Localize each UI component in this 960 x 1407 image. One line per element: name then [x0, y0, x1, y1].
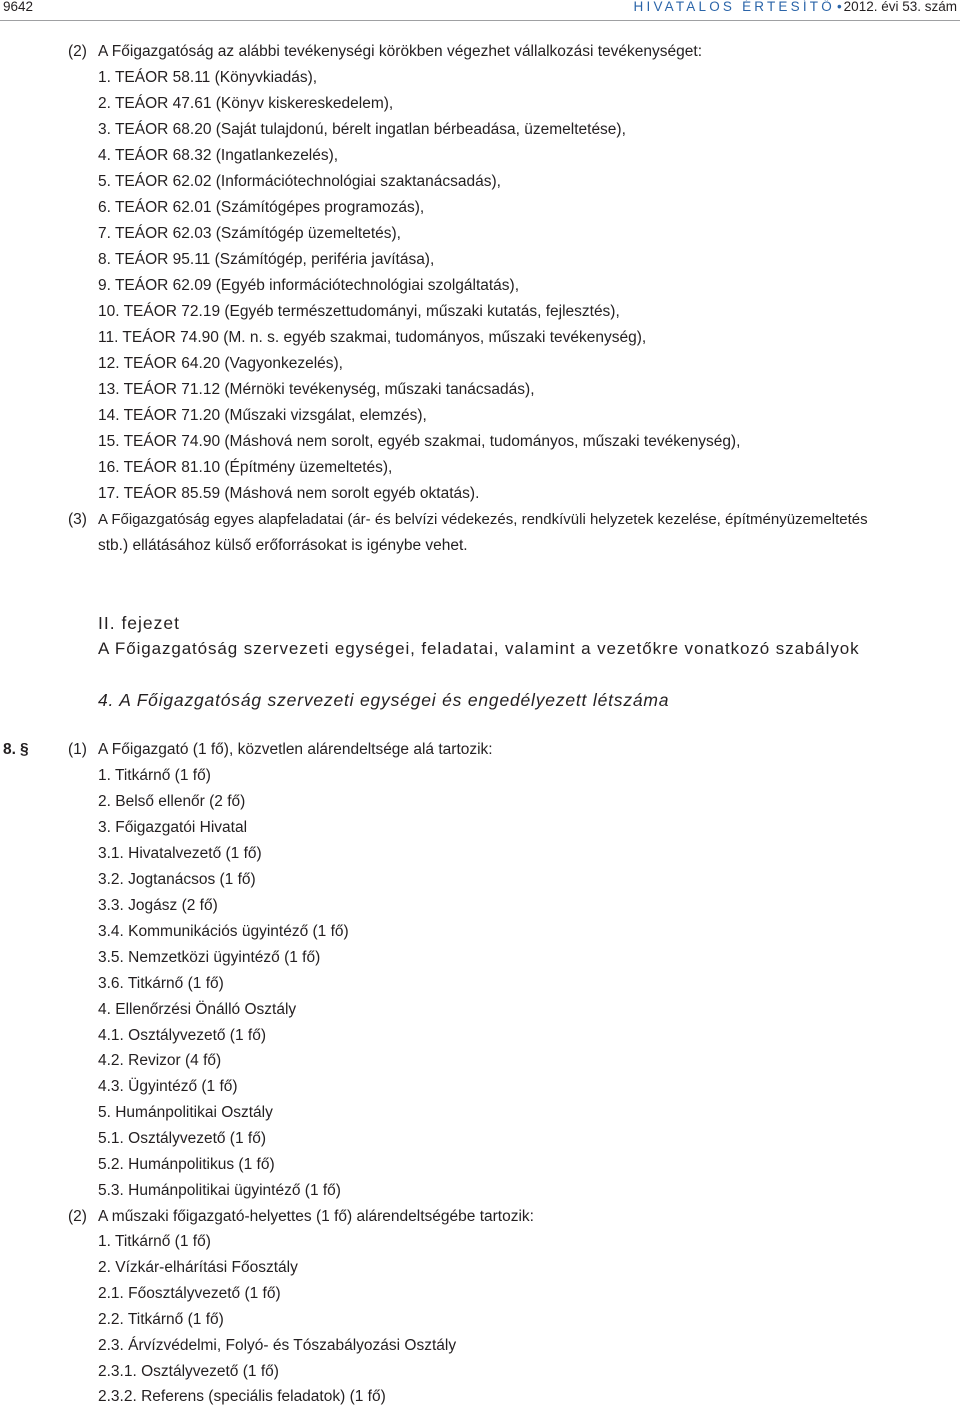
list-item: 2.1. Főosztályvezető (1 fő) [98, 1285, 281, 1302]
list-item: 4.3. Ügyintéző (1 fő) [98, 1078, 238, 1095]
clause-text: A Főigazgatóság egyes alapfeladatai (ár- és belvízi védekezés, rendkívüli helyzetek kezelése, építményüzemeltetés [98, 511, 868, 528]
list-item: 3.1. Hivatalvezető (1 fő) [98, 845, 262, 862]
subsection-text: A Főigazgató (1 fő), közvetlen alárendeltsége alá tartozik: [98, 741, 493, 758]
list-item: 15. TEÁOR 74.90 (Máshová nem sorolt, egyéb szakmai, tudományos, műszaki tevékenység), [98, 433, 741, 450]
clause-text-continued: stb.) ellátásához külső erőforrásokat is igénybe vehet. [98, 537, 468, 554]
list-item: 5.2. Humánpolitikus (1 fő) [98, 1156, 275, 1173]
list-item: 4.2. Revizor (4 fő) [98, 1052, 222, 1069]
list-item: 2.2. Titkárnő (1 fő) [98, 1311, 224, 1328]
list-item: 1. Titkárnő (1 fő) [98, 1233, 211, 1250]
list-item: 14. TEÁOR 71.20 (Műszaki vizsgálat, elemzés), [98, 407, 427, 424]
list-item: 10. TEÁOR 72.19 (Egyéb természettudományi, műszaki kutatás, fejlesztés), [98, 303, 620, 320]
header-separator: • [836, 0, 842, 14]
journal-title-line [634, 0, 957, 14]
section-title: 4. A Főigazgatóság szervezeti egységei és engedélyezett létszáma [98, 690, 670, 710]
list-item: 12. TEÁOR 64.20 (Vagyonkezelés), [98, 355, 343, 372]
list-item: 3.4. Kommunikációs ügyintéző (1 fő) [98, 923, 349, 940]
list-item: 5.3. Humánpolitikai ügyintéző (1 fő) [98, 1182, 341, 1199]
list-item: 3.5. Nemzetközi ügyintéző (1 fő) [98, 949, 321, 966]
list-item: 3. TEÁOR 68.20 (Saját tulajdonú, bérelt ingatlan bérbeadása, üzemeltetése), [98, 121, 626, 138]
chapter-number: II. fejezet [98, 613, 181, 633]
subsection-label: (1) [68, 741, 87, 758]
list-item: 7. TEÁOR 62.03 (Számítógép üzemeltetés), [98, 225, 401, 242]
list-item: 6. TEÁOR 62.01 (Számítógépes programozás), [98, 199, 425, 216]
list-item: 4. TEÁOR 68.32 (Ingatlankezelés), [98, 147, 339, 164]
running-header [0, 0, 960, 26]
list-item: 9. TEÁOR 62.09 (Egyéb információtechnológiai szolgáltatás), [98, 277, 520, 294]
subsection-text: A műszaki főigazgató-helyettes (1 fő) alárendeltségébe tartozik: [98, 1208, 534, 1225]
list-item: 5. TEÁOR 62.02 (Információtechnológiai szaktanácsadás), [98, 173, 501, 190]
list-item: 1. Titkárnő (1 fő) [98, 767, 211, 784]
chapter-title: A Főigazgatóság szervezeti egységei, feladatai, valamint a vezetőkre vonatkozó szabályok [98, 639, 860, 658]
list-item: 3. Főigazgatói Hivatal [98, 819, 248, 836]
list-item: 3.3. Jogász (2 fő) [98, 897, 218, 914]
list-item: 2. Vízkár-elhárítási Főosztály [98, 1259, 298, 1276]
list-item: 1. TEÁOR 58.11 (Könyvkiadás), [98, 69, 318, 86]
list-item: 4. Ellenőrzési Önálló Osztály [98, 1001, 297, 1018]
subsection-label: (2) [68, 1208, 87, 1225]
list-item: 17. TEÁOR 85.59 (Máshová nem sorolt egyéb oktatás). [98, 485, 480, 502]
list-item: 5.1. Osztályvezető (1 fő) [98, 1130, 266, 1147]
clause-label: (3) [68, 511, 87, 528]
list-item: 16. TEÁOR 81.10 (Építmény üzemeltetés), [98, 459, 393, 476]
list-item: 3.6. Titkárnő (1 fő) [98, 975, 224, 992]
list-item: 4.1. Osztályvezető (1 fő) [98, 1027, 266, 1044]
journal-title: HIVATALOS ÉRTESÍTŐ [633, 0, 835, 14]
paragraph-number: 8. [3, 741, 16, 758]
page-number: 9642 [3, 0, 34, 14]
clause-text: A Főigazgatóság az alábbi tevékenységi körökben végezhet vállalkozási tevékenységet: [98, 43, 703, 60]
list-item: 2.3.1. Osztályvezető (1 fő) [98, 1363, 279, 1380]
clause-label: (2) [68, 43, 87, 60]
section-symbol: § [20, 741, 29, 758]
list-item: 8. TEÁOR 95.11 (Számítógép, periféria javítása), [98, 251, 435, 268]
list-item: 2. TEÁOR 47.61 (Könyv kiskereskedelem), [98, 95, 394, 112]
list-item: 2.3. Árvízvédelmi, Folyó- és Tószabályozási Osztály [98, 1337, 457, 1354]
header-rule [0, 20, 960, 21]
list-item: 13. TEÁOR 71.12 (Mérnöki tevékenység, műszaki tanácsadás), [98, 381, 535, 398]
list-item: 3.2. Jogtanácsos (1 fő) [98, 871, 256, 888]
list-item: 11. TEÁOR 74.90 (M. n. s. egyéb szakmai, tudományos, műszaki tevékenység), [98, 329, 647, 346]
list-item: 5. Humánpolitikai Osztály [98, 1104, 273, 1121]
list-item: 2. Belső ellenőr (2 fő) [98, 793, 246, 810]
issue-label: 2012. évi 53. szám [843, 0, 957, 14]
list-item: 2.3.2. Referens (speciális feladatok) (1 fő) [98, 1388, 386, 1405]
